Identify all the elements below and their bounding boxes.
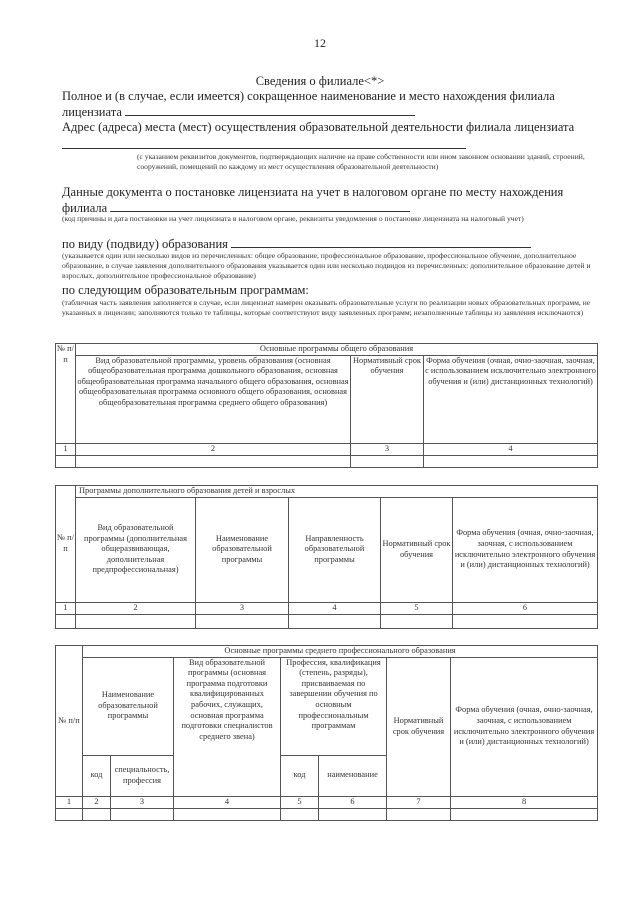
col-index: 4 bbox=[289, 602, 381, 614]
table-title: Основные программы общего образования bbox=[76, 344, 598, 356]
table-cell[interactable] bbox=[281, 808, 319, 820]
edu-type-field[interactable] bbox=[231, 236, 531, 248]
col-subheader: специальность, профессия bbox=[111, 755, 174, 796]
general-education-table bbox=[55, 343, 598, 468]
table-row bbox=[56, 614, 598, 628]
col-header: Наименование образовательной программы bbox=[196, 497, 289, 602]
branch-name-field[interactable] bbox=[125, 104, 415, 116]
vocational-education-table bbox=[55, 645, 598, 821]
col-number-header: № п/п bbox=[56, 486, 76, 603]
tax-label: Данные документа о постановке лицензиата на учет в налоговом органе по месту нахождения bbox=[62, 185, 564, 199]
col-index: 4 bbox=[424, 443, 598, 455]
col-header: Нормативный срок обучения bbox=[387, 657, 451, 796]
col-index: 7 bbox=[387, 796, 451, 808]
col-number-header: № п/п bbox=[56, 646, 83, 797]
table-cell[interactable] bbox=[83, 808, 111, 820]
col-index: 6 bbox=[319, 796, 387, 808]
table-cell[interactable] bbox=[56, 455, 76, 467]
col-subheader: наименование bbox=[319, 755, 387, 796]
col-index: 2 bbox=[76, 602, 196, 614]
tax-field[interactable] bbox=[110, 200, 410, 212]
edu-type-note: (указывается один или несколько видов из перечисленных: общее образование, профессиональное образование, профессиональное обучение, дополнительное образование, в случае заявления дополнительного образования указывается один или несколько подвидов из перечисленных: дополнительное образование детей и взрослых, дополнительное профессиональное образование) bbox=[62, 251, 591, 280]
table-cell[interactable] bbox=[196, 614, 289, 628]
col-number-header: № п/п bbox=[56, 344, 76, 444]
col-index: 5 bbox=[281, 796, 319, 808]
col-index: 4 bbox=[174, 796, 281, 808]
col-header: Вид образовательной программы, уровень образования (основная общеобразовательная программа дошкольного образования, основная общеобразовательная программа начального общего образования, основная общеобразовательная программа основного общего образования, основная общеобразовательная программа среднего общего образования) bbox=[76, 355, 351, 443]
col-index: 3 bbox=[111, 796, 174, 808]
page-number: 12 bbox=[314, 36, 326, 50]
col-index: 2 bbox=[76, 443, 351, 455]
tax-label-cont: филиала bbox=[62, 201, 108, 215]
col-index: 3 bbox=[196, 602, 289, 614]
col-header: Наименование образовательной программы bbox=[83, 657, 174, 755]
address-label: Адрес (адреса) места (мест) осуществления образовательной деятельности филиала лицензиата bbox=[62, 120, 575, 134]
table-cell[interactable] bbox=[451, 808, 598, 820]
table-title: Программы дополнительного образования детей и взрослых bbox=[76, 486, 598, 498]
table-title: Основные программы среднего профессионального образования bbox=[83, 646, 598, 658]
col-subheader: код bbox=[281, 755, 319, 796]
table-cell[interactable] bbox=[76, 614, 196, 628]
table-cell[interactable] bbox=[453, 614, 598, 628]
additional-education-table bbox=[55, 485, 598, 629]
table-row bbox=[56, 455, 598, 467]
programs-note: (табличная часть заявления заполняется в случае, если лицензиат намерен оказывать образовательные услуги по реализации новых образовательных программ, не указанных в лицензии; заполняются только те таблицы, которые соответствуют виду заявленных программ; незаполненные таблицы из заявления исключаются) bbox=[62, 298, 591, 317]
col-header: Форма обучения (очная, очно-заочная, заочная, с использованием исключительно электронного обучения и (или) дистанционных технологий) bbox=[424, 355, 598, 443]
table-cell[interactable] bbox=[289, 614, 381, 628]
col-index: 5 bbox=[381, 602, 453, 614]
table-cell[interactable] bbox=[56, 614, 76, 628]
col-header: Форма обучения (очная, очно-заочная, заочная, с использованием исключительно электронного обучения и (или) дистанционных технологий) bbox=[453, 497, 598, 602]
col-index: 1 bbox=[56, 443, 76, 455]
col-index: 8 bbox=[451, 796, 598, 808]
col-index: 2 bbox=[83, 796, 111, 808]
col-header: Вид образовательной программы (дополнительная общеразвивающая, дополнительная предпрофессиональная) bbox=[76, 497, 196, 602]
address-note: (с указанием реквизитов документов, подтверждающих наличие на праве собственности или ином законном основании зданий, строений, сооружений, помещений по каждому из мест осуществления образовательной деятельности) bbox=[137, 152, 585, 171]
edu-type-label: по виду (подвиду) образования bbox=[62, 237, 228, 251]
col-index: 1 bbox=[56, 602, 76, 614]
table-cell[interactable] bbox=[56, 808, 83, 820]
table-cell[interactable] bbox=[174, 808, 281, 820]
table-cell[interactable] bbox=[351, 455, 424, 467]
table-cell[interactable] bbox=[111, 808, 174, 820]
col-header: Вид образовательной программы (основная программа подготовки квалифицированных рабочих, служащих, основная программа подготовки специалистов среднего звена) bbox=[174, 657, 281, 796]
table-cell[interactable] bbox=[319, 808, 387, 820]
programs-label: по следующим образовательным программам: bbox=[62, 283, 309, 297]
address-field[interactable] bbox=[62, 148, 466, 149]
col-index: 1 bbox=[56, 796, 83, 808]
tax-note: (код причины и дата постановки на учет лицензиата в налоговом органе, реквизиты уведомления о постановке лицензиата на налоговый учет) bbox=[62, 214, 524, 223]
section-title: Сведения о филиале<*> bbox=[255, 74, 385, 88]
col-header: Профессия, квалификация (степень, разряды), присваиваемая по завершении обучения по основным профессиональным программам bbox=[281, 657, 387, 755]
col-header: Нормативный срок обучения bbox=[351, 355, 424, 443]
table-cell[interactable] bbox=[387, 808, 451, 820]
col-header: Форма обучения (очная, очно-заочная, заочная, с использованием исключительно электронного обучения и (или) дистанционных технологий) bbox=[451, 657, 598, 796]
table-cell[interactable] bbox=[424, 455, 598, 467]
col-subheader: код bbox=[83, 755, 111, 796]
branch-name-label: Полное и (в случае, если имеется) сокращенное наименование и место нахождения филиала bbox=[62, 89, 555, 103]
table-cell[interactable] bbox=[381, 614, 453, 628]
table-cell[interactable] bbox=[76, 455, 351, 467]
branch-name-label-cont: лицензиата bbox=[62, 105, 122, 119]
col-header: Нормативный срок обучения bbox=[381, 497, 453, 602]
col-index: 6 bbox=[453, 602, 598, 614]
col-index: 3 bbox=[351, 443, 424, 455]
col-header: Направленность образовательной программы bbox=[289, 497, 381, 602]
table-row bbox=[56, 808, 598, 820]
